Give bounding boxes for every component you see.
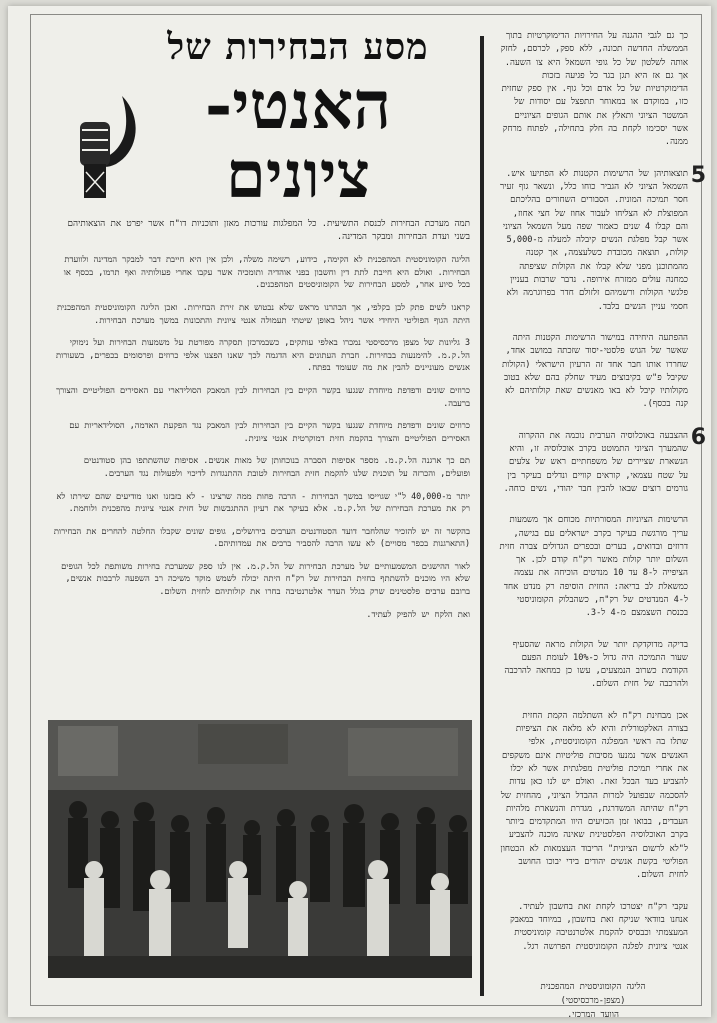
signature-line: הליגה הקומוניסטית המהפכנית	[540, 981, 646, 992]
main-paragraph: יותר מ-40,000 ל"י שגוייסו במשך הבחירות - הרבה פחות ממה שרצינו - לא בזבזנו ואנו מודיעים שהם שירתו לא רק את מערכת הבחירות של הל.ק.מ. אלא בעיקר את רעיון ההתגבשות של חזית אנטי ציונית מהפכנית ולוחמת.	[56, 490, 470, 514]
headline-main-line1: האנטי-	[204, 66, 392, 144]
main-paragraph: תם כך ארגנה הל.ק.מ. מספר אסיפות הסברה בנוכחותן של מאות אנשים. אסיפות שהשתתפו בהן סטודנטים ופועלים, והכרזה על תוכנית שלנו להקמת חזית הבחירות לטובת ההתנגדות לדיכוי ולפעולות נגד הערבים.	[83, 455, 470, 478]
paragraph-text: אכן מבחינת רק"ח לא השתלמה הקמת החזית בצורה האלקטורלית והיא לא מלאה את הציפיות שתלו בה ראשי המפלגה הקומוניסטית, אלפי האנשים אשר נמנעו מסיבות פוליטיות אינם משקפים את אחרי תמיכת פוליטית מפלגתית אשר לא יכלו להצביע בעד הבכל זאת. ואולם יש לנו כאן עדות להסכמה שבפועל למרות ההבדל הציוני, מהחזית של רק"ח שהיתה המשדרגת, מגדרת והנשארת מלהיות העבדים, בבואו זמן הכזיעים היוו המתקדמים ביותר בקרב האוכלוסיה הפלסטינית שאינה מוכנה להצביע ל"לא לרשום הציונית" הריבוד העצמאות לא הבטחון הפוליטי בקשת אנשים יהודים בידי יבוכו החושב לחזית השלום.	[500, 710, 688, 881]
main-paragraph: קראנו לשים פתק לבן בקלפי, אך הבהרנו מראש שלא נבטוש את זירת הבחירות. ואכן הליגה הקומוניסטית המהפכנית היתה הגוף הפוליטי היחידי אשר ניהל באופן שיטתי תעמולה אנטי ציונית והתכונות במשך מערכת הבחירות.	[56, 301, 470, 325]
paragraph-text: ההפתעה היחידה במישור הרשימות הקטנות היתה שאשר של הגוש פלסטי-יסוד שזכתה במושב אחד, שחררו אותו חבר אחד זה הרעיון הישראלי (הקולות שקיבל פ"ש בקיבוצים מעיד שחלק בהם שלא בטוב מקולותיו קיבל לא באו מאנשים שאת קולותיהם לא קנה בכסף).	[502, 332, 688, 410]
side-paragraph	[498, 514, 688, 620]
paragraph-text: כך גם לגבי ההגנה על החירויות הדימוקרטיות בתוך הממשלה החדשה תכונה, ללא ספק, לכרסם, לחזק אותה לשלטון של כל גופי השמאל היא צו השעה. אך גם אז היא תגן בגד כל פגיעה בזכות הדימוקרטיות של כל אדם וכל גוף. אין ספק שחזית כזו, במוקדם או במאוחר תתפצל עם יסודות של המשטר הציוני ותאלץ את אותם הגופים הציוניים אשר יסכימו לקחת בה חלק בתחילה, לפתוח מרחק ממנה.	[500, 31, 688, 148]
main-paragraph: כרוזים שונים ודפדפת מיוחדת שנגעו בקשר הקיים בין הבחירות לבין המאבק נגד הפקעת האדמה, הסולידאריות עם האסירים הפוליטיים והצורך בהקמת חזית דמוקרטית אנטי ציונית.	[69, 420, 470, 443]
paragraph-text: בדיקה מדוקדקת יותר של הקולות מראה שהסעיף שעור התמיכה היה גדול כ-10% לעומת הפעם הקודמת כשרוב הנמצעים, עשו כן כמחאה להרכבה ולהרכבה של חזית השלום.	[504, 639, 688, 690]
headline-top: מסע הבחירות של	[167, 26, 429, 68]
main-paragraph: כרוזים שונים ודפדפת מיוחדת שנגעו בקשר הקיים בין הבחירות לבין המאבק הסולידארי עם האסירים הפוליטיים והצורך ברעבה.	[56, 384, 470, 408]
side-paragraph	[498, 710, 688, 883]
main-paragraph: בהקשר זה יש להזכיר שהלחבר דועד הסטודנטים הערבים בירושלים, גופים שונים שקבלו החלטה להחרים את הבחירות (התארגנות בכפר מסויים) לא עשו הרבה להסביר ברבים את עמדותיהם.	[53, 525, 470, 549]
paragraph-number: 5	[690, 162, 706, 188]
headline-main-line2: ציונים	[225, 138, 371, 213]
side-paragraph	[498, 30, 688, 150]
side-paragraph	[498, 639, 688, 692]
crowd-photo	[48, 720, 472, 978]
main-paragraph: תמה מערכת הבחירות לכנסת התשיעית. כל המפלגות עורכות מאזן ותוכניות דו"ח אשר יפרט את הוצאותיהם בשני ועדת הבחירות ומבקר המדינה.	[67, 219, 470, 242]
signature-line: (מצפן-מרכסיסטי)	[560, 995, 626, 1006]
side-paragraph	[498, 901, 688, 954]
side-paragraph	[498, 332, 688, 412]
side-column	[498, 30, 706, 1020]
main-paragraph: לאור ההישגים המשמעותיים של מערכת הבחירות של הל.ק.מ. אין לנו ספק שמערכת בחירות משותפת לכל הגופים שלא היו מוכנים להשתתף בחזית הבחירות של רק"ח היתה יכולה לשמש מוקד משיכה רב השפעה לרבבות אנשים, ברובם ערבים פלסטינים שרק בגלל העדר אלטרנטיבה בחרו את קולותיהם לחזית השלום.	[61, 560, 470, 597]
side-paragraph	[498, 162, 706, 314]
main-paragraph: ואת הלקח יש להפיק לעתיד.	[366, 608, 470, 619]
signature-block	[498, 980, 688, 1022]
paragraph-number: 6	[690, 424, 706, 450]
paragraph-text: עקבי רק"ח יצטרכו לקחת זאת בחשבון לעתיד. אנחנו בוודאי שניקח זאת בחשבון, במיוחד במאבק המעצמתי וכבסיס להקמת אלטרנטיבה קומוניסטית אנטי ציונית לפלגה הקומוניסטית הפרושה רגל.	[510, 901, 688, 952]
paragraph-text: תוצאותיהן של הרשימות הקטנות לא הפתיעו איש. השמאל הציוני לא הגביר כוחו כלל, ונשאר גוף זעיר חסר תמיכה המונית. הסבורים השחורים בהליכתם המפוצלת לא הצליחו לעבור אחוז של חצי אחוז, והם קבלו 4 שנים כאמור שפה מעל השמאל הציוני אשר קבל מפלגת הנשים קיבלה למעלה מ-5,000 קולות, תוצאה מכובדת כשלעצמה, אך קטנה מהמתוכנן מפני שלא קבלו את הקולות שציפתה כמחנה עולים ממזרח אירופה. נדבר שרבות בעניין פלגשי הקולות ורשמיהם זלזולם חדר בפרוגרמה ולא חסמי עניין הנשים בלבד.	[500, 168, 688, 312]
side-paragraph	[498, 424, 706, 496]
newspaper-page	[8, 6, 711, 1020]
main-paragraph: 3 גליונות של מצפן מרכסיסטי נמכרו באלפי עותקים, כשבמרכזן תסקרה מפורטת על משמעות הבחירות ועל נימוקי הל.ק.מ. להימנעות בבחירות. חברת העתונים היא הדגמה לכך שאנו הפצנו אלפי כרוזים ופרסומים בכפרים, בשעורות אנשים מעוניינים להבין את מה שעומד בפתח.	[55, 337, 470, 373]
column-divider	[480, 36, 484, 996]
paragraph-text: הרשימות הציוניות המסורתיות מכוחם אך משמעות עריך מורגשת בעיקר בקרב ישראלים עם בגישה, דרוזים ובדואים, בערים ובכפרים הגדולים צברה חזית השלום יותר קולות מאשר רק"ח קודם לכן. אך הציפייה ל-8 עד 10 מנדטים הוכיחה את עצמה כמשאלת לב בריאה: החזית הוסיפה רק מנדט אחד ל-4 המנדטים של רק"ח, כשהבלוק הקומוניסטי בכנסת השצמצם מ-4 ל-3.	[499, 515, 688, 619]
paragraph-text: ההצבעה באוכלוסיה הערבית נוכמה את ההקרוה שהמערך הציוני התמוטט בקרב אוכלוסיה זו, והיא הנשארת שציירים של משפחתיים ראש של צלעים על שטח עצמאי, קוראים קוויים ונדלים בעיקר בין גורמים רוצים שבאו להבין חבר יהודי, נשים כוחה.	[503, 430, 688, 494]
main-column	[50, 218, 470, 708]
headline	[128, 26, 468, 216]
fist-sickle-emblem-icon	[64, 92, 146, 202]
main-paragraph: הליגה הקומוניסטית המהפכנית לא הקימה, כידוע, רשימה משלה, ולכן אין היא חייבת דבר למבקר המדינה ולוועדת הבחירות. ואולם היא חייבת לתת דין וחשבון בפני אוהדיה ותומכיה אשר עקבו אחרי פעולותיה ואף תרמו, בכסף או בכל סיוע אחר, למסע הבחירות של הקומוניסטים המהפכנים.	[63, 254, 470, 290]
signature-line: הוועד המרכזי.	[567, 1009, 619, 1020]
